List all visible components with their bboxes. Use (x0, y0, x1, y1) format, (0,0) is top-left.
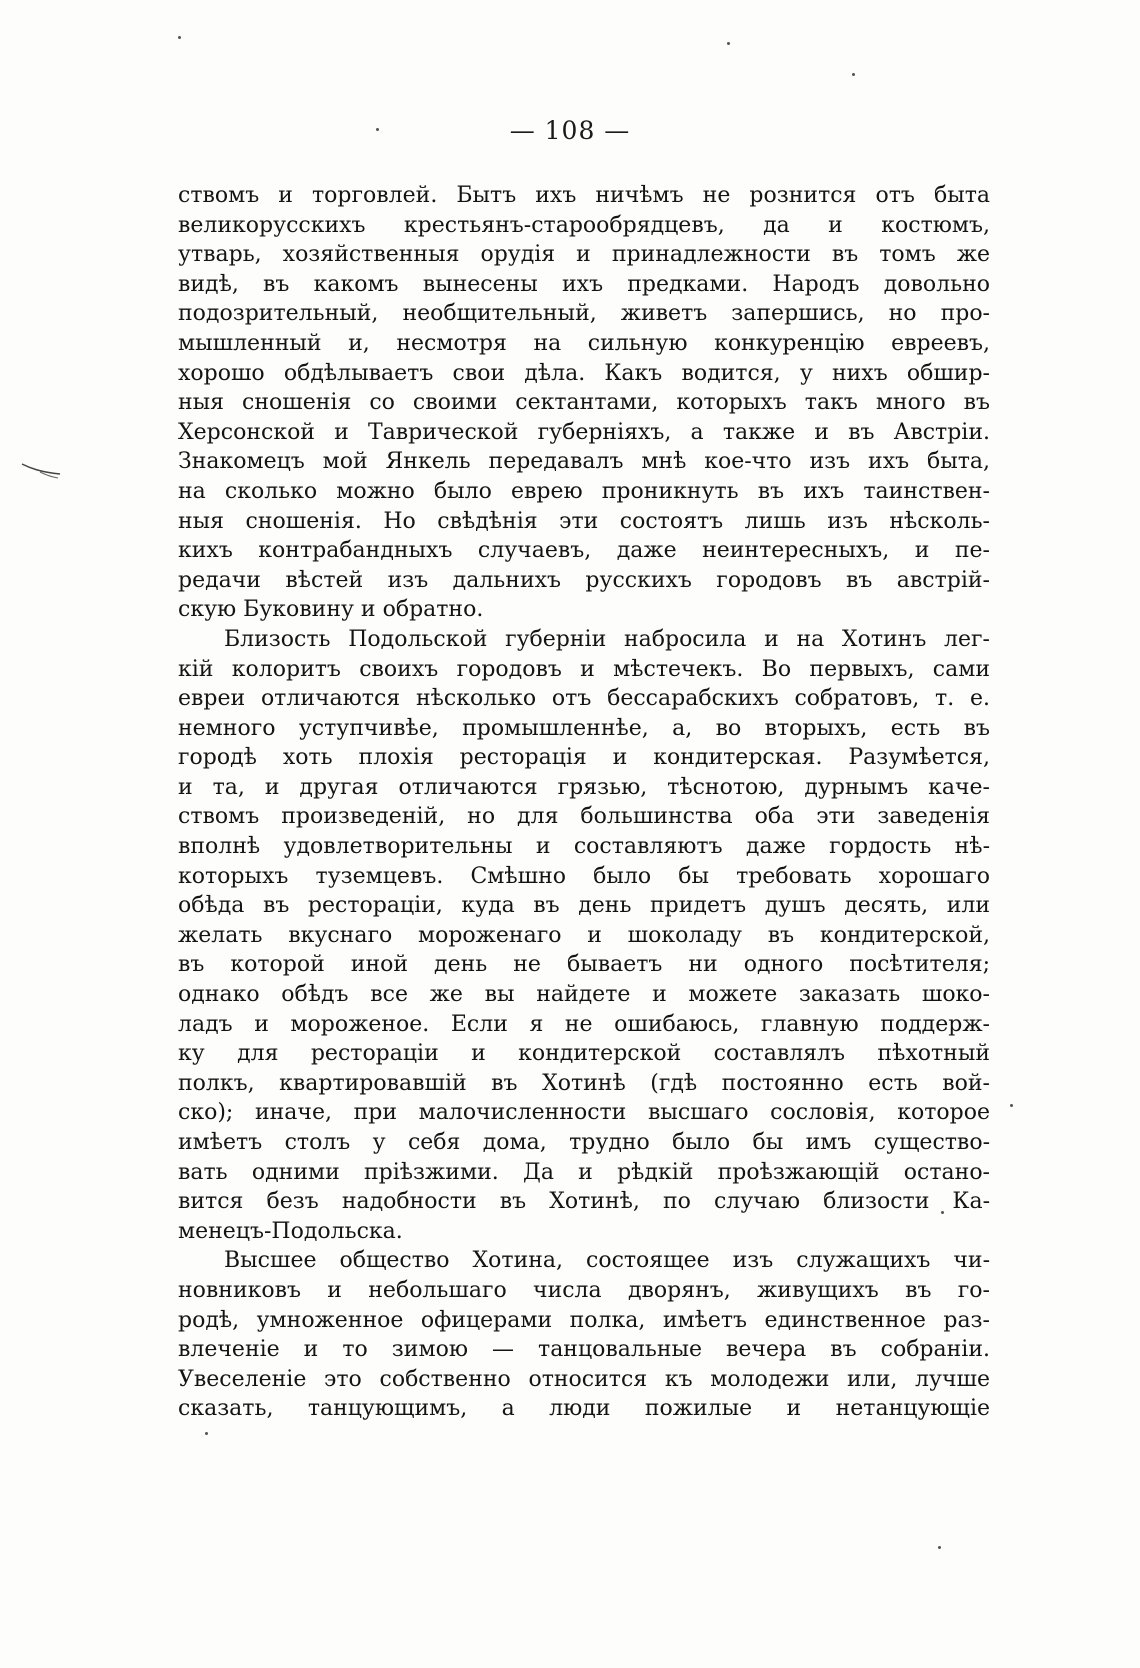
text-line: немного уступчивѣе, промышленнѣе, а, во вторыхъ, есть въ (178, 715, 990, 741)
text-line: родѣ, умноженное офицерами полка, имѣетъ единственное раз- (178, 1307, 990, 1333)
text-line: Увеселеніе это собственно относится къ молодежи или, лучше (178, 1366, 990, 1392)
text-line: Знакомецъ мой Янкель передавалъ мнѣ кое-что изъ ихъ быта, (178, 449, 990, 475)
text-line: Херсонской и Таврической губерніяхъ, а также и въ Австріи. (178, 419, 990, 445)
text-line: евреи отличаются нѣсколько отъ бессарабскихъ собратовъ, т. е. (178, 686, 990, 712)
paper-speck (1010, 1104, 1013, 1107)
body-text (178, 181, 990, 1424)
text-line: ку для ресторацiи и кондитерской составлялъ пѣхотный (178, 1041, 990, 1067)
paper-speck (852, 73, 855, 76)
margin-pen-mark (20, 458, 62, 482)
text-line: редачи вѣстей изъ дальнихъ русскихъ городовъ въ австрій- (178, 567, 990, 593)
text-line: Близость Подольской губерніи набросила и на Хотинъ лег- (224, 626, 990, 652)
text-line: кій колоритъ своихъ городовъ и мѣстечекъ. Во первыхъ, сами (178, 656, 990, 682)
text-line: влеченіе и то зимою — танцовальные вечера въ собраніи. (178, 1337, 990, 1363)
text-line: ско); иначе, при малочисленности высшаго сословія, которое (178, 1100, 990, 1126)
text-line: хорошо обдѣлываетъ свои дѣла. Какъ водится, у нихъ обшир- (178, 360, 990, 386)
text-line: въ которой иной день не бываетъ ни одного посѣтителя; (178, 952, 990, 978)
text-line: ладъ и мороженое. Если я не ошибаюсь, главную поддерж- (178, 1011, 990, 1037)
text-line: городѣ хоть плохія ресторація и кондитерская. Разумѣется, (178, 745, 990, 771)
text-line: подозрительный, необщительный, живетъ запершись, но про- (178, 301, 990, 327)
text-line: видѣ, въ какомъ вынесены ихъ предками. Народъ довольно (178, 271, 990, 297)
text-line: ныя сношенія со своими сектантами, которыхъ такъ много въ (178, 390, 990, 416)
text-line: ствомъ и торговлей. Бытъ ихъ ничѣмъ не рознится отъ быта (178, 183, 990, 208)
paper-speck (178, 36, 181, 39)
text-line: вполнѣ удовлетворительны и составляютъ даже гордость нѣ- (178, 834, 990, 860)
text-line: вать одними пріѣзжими. Да и рѣдкій проѣзжающій остано- (178, 1159, 990, 1185)
text-line: утварь, хозяйственныя орудія и принадлежности въ томъ же (178, 242, 990, 268)
text-line: ныя сношенія. Но свѣдѣнія эти состоятъ лишь изъ нѣсколь- (178, 508, 990, 534)
text-line: кихъ контрабандныхъ случаевъ, даже неинтересныхъ, и пе- (178, 538, 990, 564)
text-line: вится безъ надобности въ Хотинѣ, по случаю близости Ка- (178, 1189, 990, 1215)
text-line: менецъ-Подольска. (178, 1218, 403, 1244)
text-line: имѣетъ столъ у себя дома, трудно было бы имъ существо- (178, 1130, 990, 1155)
text-line: которыхъ туземцевъ. Смѣшно было бы требовать хорошаго (178, 863, 990, 889)
text-line: ствомъ произведеній, но для большинства оба эти заведенія (178, 804, 990, 830)
text-line: новниковъ и небольшаго числа дворянъ, живущихъ въ го- (178, 1277, 990, 1303)
text-line: на сколько можно было еврею проникнуть въ ихъ таинствен- (178, 478, 990, 504)
text-line: обѣда въ ресторацiи, куда въ день придетъ душъ десять, или (178, 893, 990, 919)
paper-speck (727, 42, 730, 45)
page-number: — 108 — (509, 116, 631, 145)
paper-speck (376, 128, 379, 131)
text-line: однако обѣдъ все же вы найдете и можете заказать шоко- (178, 982, 990, 1008)
text-line: великорусскихъ крестьянъ-старообрядцевъ, да и костюмъ, (178, 212, 990, 238)
text-line: полкъ, квартировавшій въ Хотинѣ (гдѣ постоянно есть вой- (178, 1070, 990, 1096)
paper-speck (205, 1432, 208, 1435)
text-line: мышленный и, несмотря на сильную конкуренцію евреевъ, (178, 330, 990, 356)
text-line: Высшее общество Хотина, состоящее изъ служащихъ чи- (224, 1248, 990, 1274)
paper-speck (938, 1546, 941, 1549)
text-line: и та, и другая отличаются грязью, тѣснотою, дурнымъ каче- (178, 774, 990, 800)
text-line: желать вкуснаго мороженаго и шоколаду въ кондитерской, (178, 922, 990, 948)
text-line: сказать, танцующимъ, а люди пожилые и нетанцующіе (178, 1396, 990, 1422)
text-line: скую Буковину и обратно. (178, 597, 484, 623)
